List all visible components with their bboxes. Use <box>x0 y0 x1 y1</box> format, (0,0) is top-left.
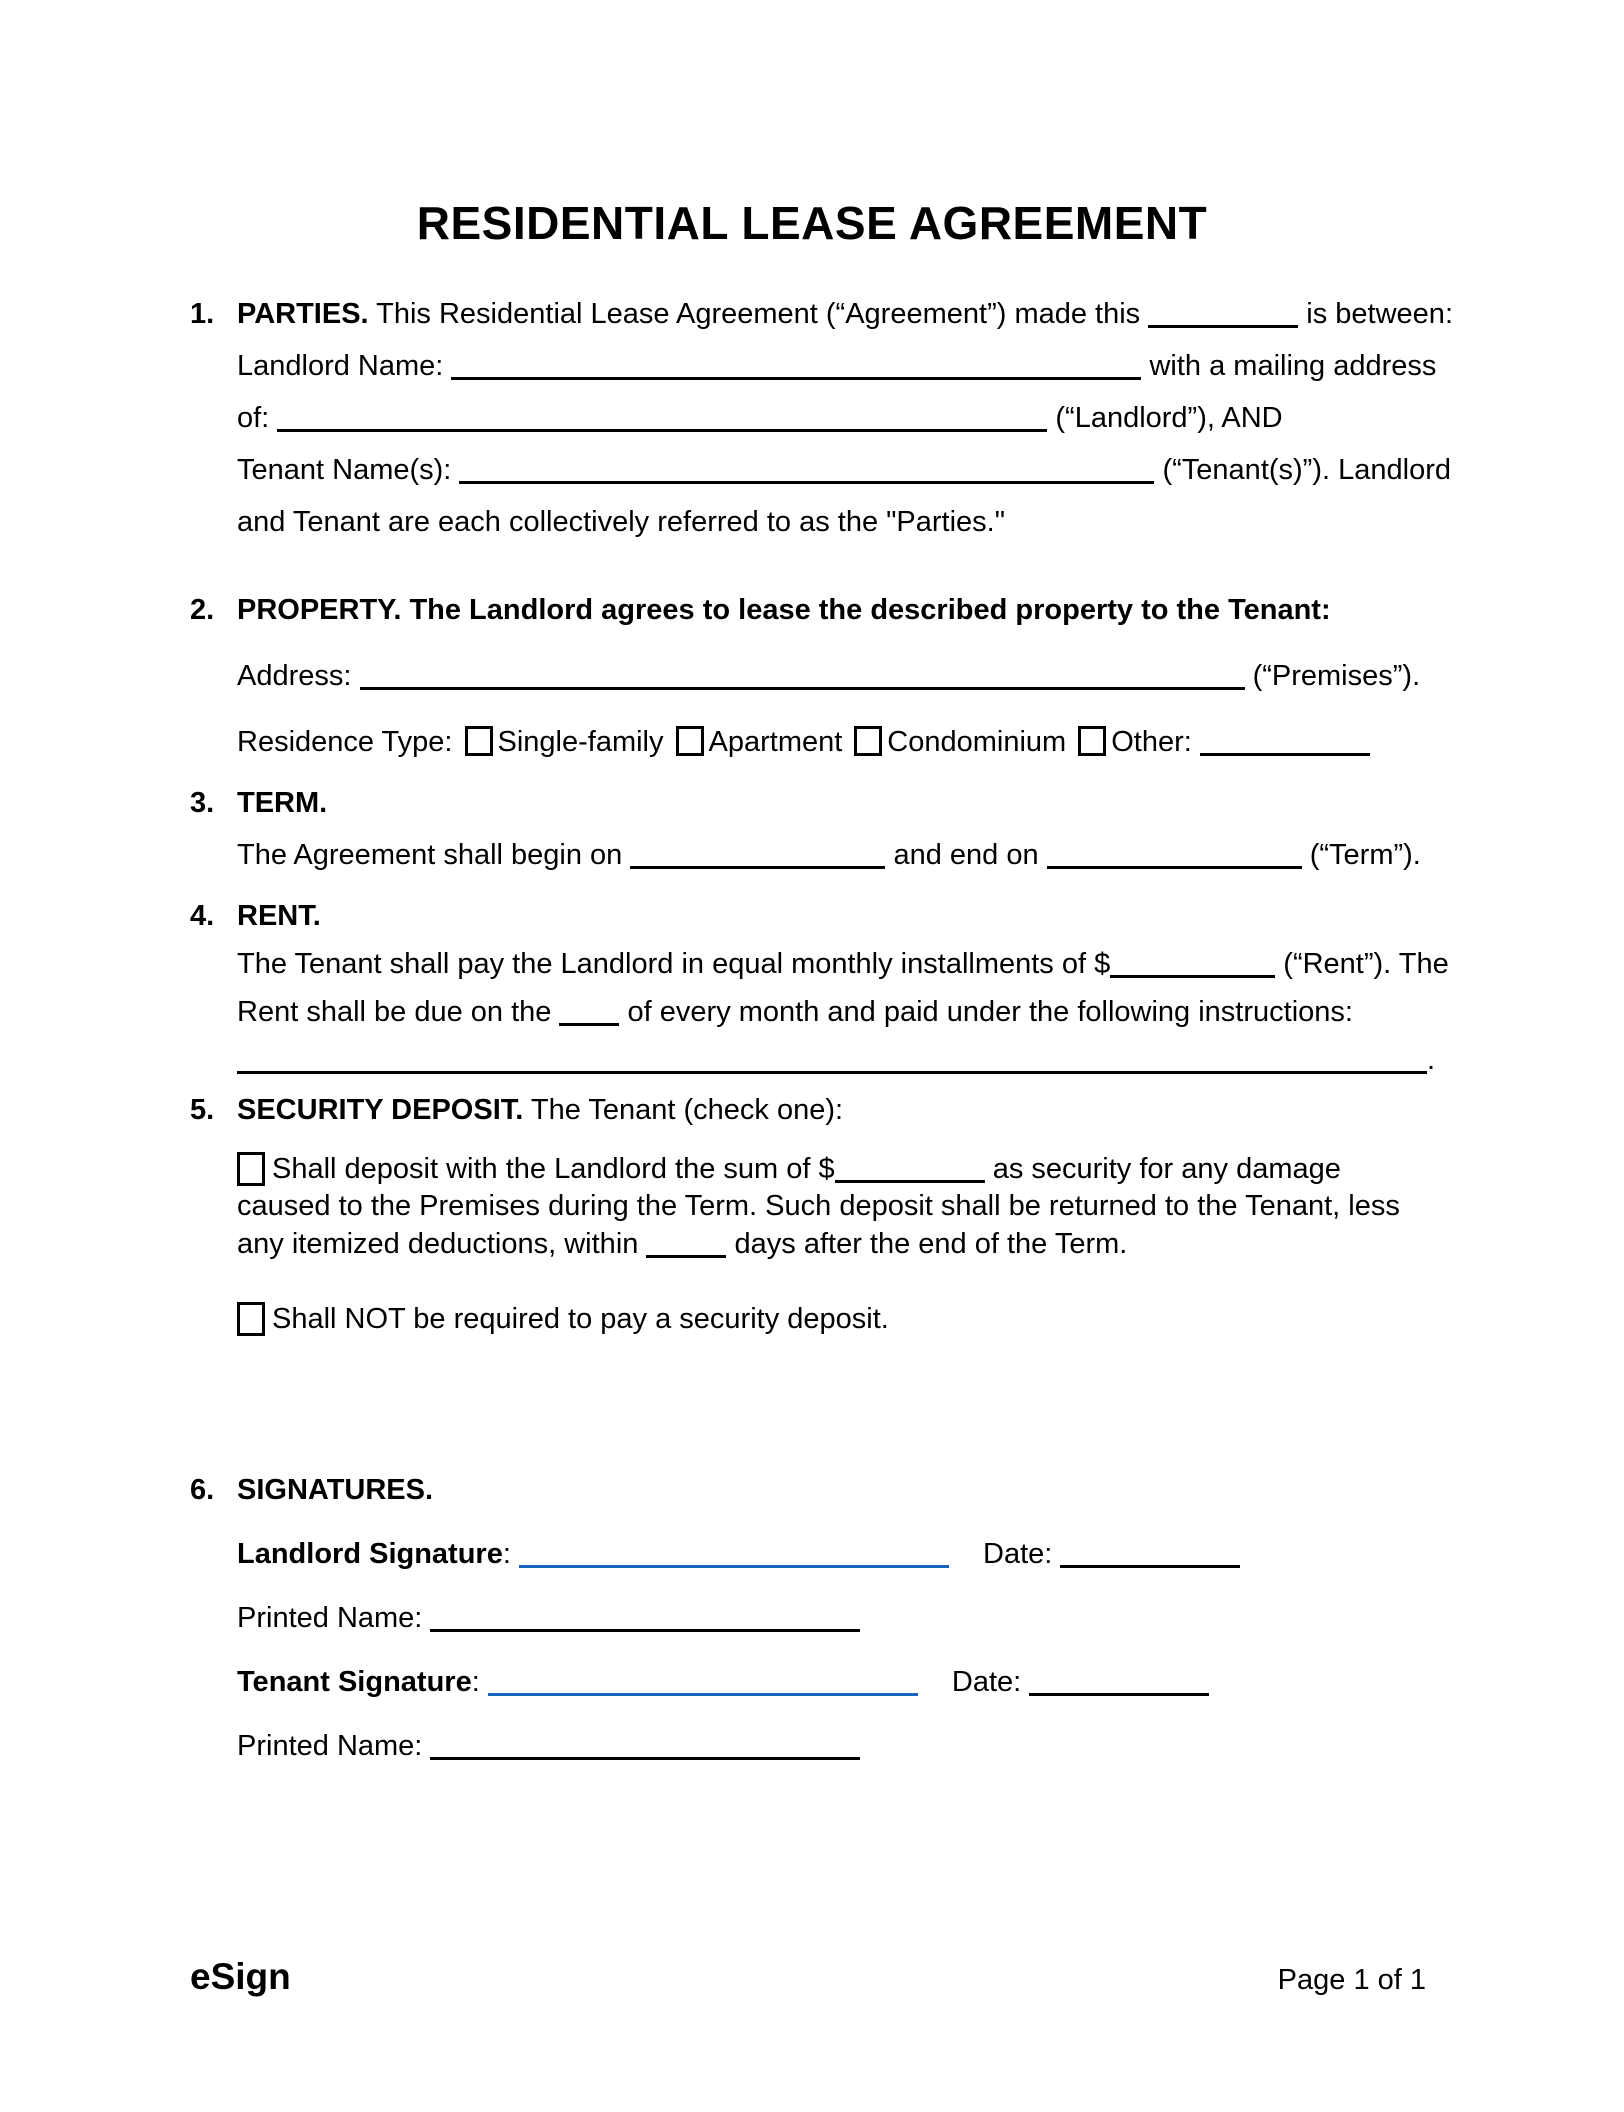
deposit-opt1-mid-text: as security for any damage caused to the Premises during the Term. Such deposit shall be returned to the Tenant, less any itemized deductions, within <box>237 1153 1400 1260</box>
deposit-amount-blank[interactable] <box>835 1150 985 1183</box>
security-heading: SECURITY DEPOSIT. <box>237 1094 524 1126</box>
security-header-line <box>190 1084 1474 1136</box>
residence-type-label: Residence Type: <box>237 726 453 758</box>
deposit-option-2 <box>237 1301 1437 1338</box>
landlord-signature-label: Landlord Signature <box>237 1538 503 1570</box>
deposit-opt1-prefix-text: Shall deposit with the Landlord the sum of $ <box>272 1153 835 1185</box>
rent-due-suffix-text: of every month and paid under the following instructions: <box>627 996 1353 1028</box>
tenant-suffix-text: (“Tenant(s)”). Landlord <box>1162 454 1451 486</box>
checkbox-condominium[interactable] <box>854 726 882 756</box>
address-label: Address: <box>237 660 352 692</box>
landlord-address-line <box>237 392 1474 444</box>
rent-header-line <box>190 892 1474 940</box>
rent-due-day-blank[interactable] <box>559 993 619 1026</box>
checkbox-apartment[interactable] <box>676 726 704 756</box>
tenant-signature-label: Tenant Signature <box>237 1666 472 1698</box>
collectively-text: and Tenant are each collectively referred to as the "Parties." <box>237 506 1006 538</box>
rent-installments-text: The Tenant shall pay the Landlord in equal monthly installments of $ <box>237 948 1111 980</box>
security-intro-text: The Tenant (check one): <box>530 1094 844 1126</box>
signatures-number: 6. <box>190 1474 215 1506</box>
landlord-date-label: Date: <box>983 1538 1053 1570</box>
signatures-heading: SIGNATURES. <box>237 1474 434 1506</box>
document-title: RESIDENTIAL LEASE AGREEMENT <box>416 197 1208 249</box>
term-suffix-text: (“Term”). <box>1309 839 1421 871</box>
term-heading: TERM. <box>237 787 328 819</box>
tenant-signature-line-row <box>237 1650 1474 1714</box>
tenant-name-blank[interactable] <box>459 451 1154 484</box>
section-security-deposit <box>0 1084 1624 1338</box>
parties-heading: PARTIES. <box>237 298 369 330</box>
landlord-signature-line-row <box>237 1522 1474 1586</box>
rent-due-line <box>237 988 1474 1036</box>
mailing-address-text: with a mailing address <box>1149 350 1437 382</box>
security-number: 5. <box>190 1094 215 1126</box>
deposit-option-1 <box>237 1150 1437 1263</box>
payment-instructions-blank[interactable] <box>237 1041 1427 1074</box>
landlord-name-blank[interactable] <box>451 347 1141 380</box>
property-number: 2. <box>190 594 215 626</box>
section-term <box>0 777 1624 881</box>
landlord-date-blank[interactable] <box>1060 1535 1240 1568</box>
tenant-signature-colon: : <box>471 1666 480 1698</box>
premises-suffix-text: (“Premises”). <box>1252 660 1421 692</box>
checkbox-single-family[interactable] <box>465 726 493 756</box>
tenant-date-blank[interactable] <box>1029 1663 1209 1696</box>
rent-heading: RENT. <box>237 900 321 932</box>
landlord-name-line <box>237 340 1474 392</box>
landlord-printed-name-label: Printed Name: <box>237 1602 423 1634</box>
tenant-printed-name-row <box>237 1714 1474 1778</box>
section-property <box>0 584 1624 768</box>
section-rent <box>0 892 1624 1084</box>
tenant-signature-line[interactable] <box>488 1663 918 1696</box>
term-begin-text: The Agreement shall begin on <box>237 839 623 871</box>
section-parties <box>0 288 1624 548</box>
landlord-name-label: Landlord Name: <box>237 350 444 382</box>
instructions-period: . <box>1427 1044 1436 1076</box>
term-header-line <box>190 777 1474 829</box>
of-label: of: <box>237 402 270 434</box>
term-end-blank[interactable] <box>1047 836 1302 869</box>
tenant-name-label: Tenant Name(s): <box>237 454 452 486</box>
tenant-name-line <box>237 444 1474 496</box>
property-heading: PROPERTY. <box>237 594 402 626</box>
term-start-blank[interactable] <box>630 836 885 869</box>
checkbox-shall-not-deposit[interactable] <box>237 1302 265 1336</box>
tenant-date-label: Date: <box>951 1666 1022 1698</box>
landlord-signature-line[interactable] <box>519 1535 949 1568</box>
payment-instructions-line <box>237 1036 1474 1084</box>
checkbox-other[interactable] <box>1078 726 1106 756</box>
parties-number: 1. <box>190 298 215 330</box>
option-apartment-label: Apartment <box>708 726 843 758</box>
is-between-text: is between: <box>1306 298 1453 330</box>
rent-amount-line <box>237 940 1474 988</box>
deposit-opt1-suffix-text: days after the end of the Term. <box>734 1228 1128 1260</box>
rent-number: 4. <box>190 900 215 932</box>
residence-type-line <box>237 716 1474 768</box>
deposit-return-days-blank[interactable] <box>646 1225 726 1258</box>
parties-intro-text: This Residential Lease Agreement (“Agreement”) made this <box>376 298 1141 330</box>
checkbox-shall-deposit[interactable] <box>237 1152 265 1186</box>
deposit-opt2-text: Shall NOT be required to pay a security deposit. <box>272 1303 889 1335</box>
other-residence-blank[interactable] <box>1200 723 1370 756</box>
term-dates-line <box>237 829 1474 881</box>
term-number: 3. <box>190 787 215 819</box>
property-intro-text: The Landlord agrees to lease the described property to the Tenant: <box>409 594 1331 626</box>
landlord-printed-name-row <box>237 1586 1474 1650</box>
landlord-printed-name-blank[interactable] <box>430 1599 860 1632</box>
landlord-signature-colon: : <box>502 1538 511 1570</box>
property-header-line <box>190 584 1474 636</box>
rent-suffix-text: (“Rent”). The <box>1283 948 1449 980</box>
landlord-address-blank[interactable] <box>277 399 1047 432</box>
property-address-line <box>237 650 1474 702</box>
signatures-header-line <box>190 1458 1474 1522</box>
page-number-text: Page 1 of 1 <box>1277 1964 1426 1996</box>
parties-collectively-line <box>237 496 1474 548</box>
section-signatures <box>0 1458 1624 1778</box>
landlord-suffix-text: (“Landlord”), AND <box>1055 402 1283 434</box>
option-single-family-label: Single-family <box>497 726 664 758</box>
tenant-printed-name-label: Printed Name: <box>237 1730 423 1762</box>
option-condominium-label: Condominium <box>887 726 1067 758</box>
parties-header-line <box>190 288 1474 340</box>
agreement-date-blank[interactable] <box>1148 295 1298 328</box>
rent-amount-blank[interactable] <box>1110 945 1275 978</box>
esign-logo: eSign <box>190 1956 291 1997</box>
page-footer <box>190 1956 1426 1998</box>
rent-due-text: Rent shall be due on the <box>237 996 552 1028</box>
term-end-text: and end on <box>893 839 1039 871</box>
other-label: Other: <box>1111 726 1192 758</box>
tenant-printed-name-blank[interactable] <box>430 1727 860 1760</box>
property-address-blank[interactable] <box>360 657 1245 690</box>
